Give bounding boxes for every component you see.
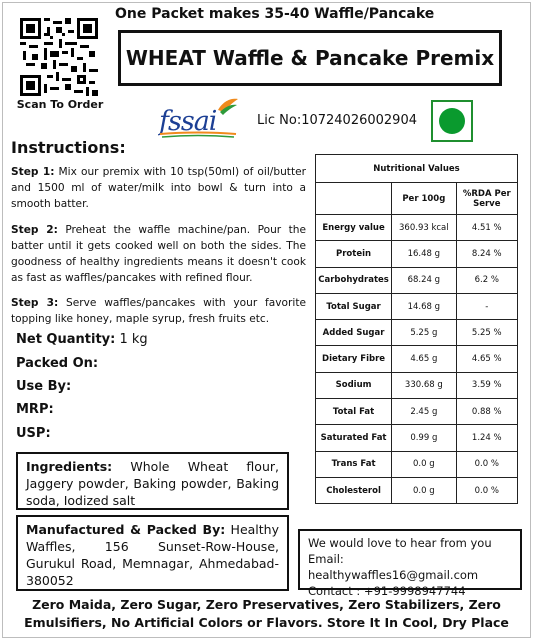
nutrient-name: Cholesterol <box>316 477 392 503</box>
nutrient-name: Protein <box>316 241 392 267</box>
svg-text:fssai: fssai <box>159 106 217 137</box>
packed-on-label: Packed On: <box>16 356 99 371</box>
nutrient-name: Total Sugar <box>316 293 392 319</box>
packet-yield-text: One Packet makes 35-40 Waffle/Pancake <box>115 6 435 22</box>
nutrition-row <box>316 399 518 425</box>
product-title: WHEAT Waffle & Pancake Premix <box>125 46 495 70</box>
nutrient-per100: 330.68 g <box>392 372 456 398</box>
nutrition-row <box>316 320 518 346</box>
net-quantity: Net Quantity: 1 kg <box>16 332 148 347</box>
nutrient-per100: 0.0 g <box>392 477 456 503</box>
nutrient-per100: 14.68 g <box>392 293 456 319</box>
instruction-step-3: Step 3: Serve waffles/pancakes with your favorite topping like honey, maple syrup, fresh fruits etc. <box>11 297 306 325</box>
ingredients-box: Ingredients: Whole Wheat flour, Jaggery powder, Baking powder, Baking soda, Iodized salt <box>16 452 289 510</box>
qr-code-icon[interactable] <box>20 18 98 96</box>
instruction-step-2: Step 2: Preheat the waffle machine/pan. Pour the batter until it gets cooked well on both the sides. The goodness of healthy ingredients means it doesn't cook as fast as waffles/pancakes with refined flour. <box>11 224 306 284</box>
nutrient-rda: 1.24 % <box>456 425 517 451</box>
nutrient-rda: 8.24 % <box>456 241 517 267</box>
nutrient-rda: - <box>456 293 517 319</box>
scan-to-order-label: Scan To Order <box>16 98 104 111</box>
nutrition-row <box>316 425 518 451</box>
contact-email: Email: healthywaffles16@gmail.com <box>308 552 479 582</box>
nutrient-rda: 0.0 % <box>456 477 517 503</box>
col-rda-header: %RDA Per Serve <box>456 183 517 215</box>
usp-label: USP: <box>16 426 51 441</box>
nutrient-rda: 0.88 % <box>456 399 517 425</box>
nutrition-row <box>316 346 518 372</box>
nutrition-row <box>316 241 518 267</box>
manufacturer-box: Manufactured & Packed By: Healthy Waffles, 156 Sunset-Row-House, Gurukul Road, Memnagar, Ahmedabad-380052 <box>16 515 289 591</box>
nutrition-row <box>316 372 518 398</box>
nutrition-row <box>316 477 518 503</box>
nutrient-rda: 3.59 % <box>456 372 517 398</box>
nutrient-rda: 5.25 % <box>456 320 517 346</box>
contact-intro: We would love to hear from you <box>308 536 492 550</box>
nutrient-rda: 0.0 % <box>456 451 517 477</box>
license-number: Lic No:10724026002904 <box>257 113 417 128</box>
nutrient-name: Sodium <box>316 372 392 398</box>
nutrition-row <box>316 215 518 241</box>
nutrient-per100: 4.65 g <box>392 346 456 372</box>
nutrition-row <box>316 451 518 477</box>
nutrient-rda: 4.65 % <box>456 346 517 372</box>
nutrient-per100: 16.48 g <box>392 241 456 267</box>
instruction-step-1: Step 1: Mix our premix with 10 tsp(50ml) of oil/butter and 1500 ml of water/milk into bowl & turn into a smooth batter. <box>11 166 306 210</box>
nutrient-name: Added Sugar <box>316 320 392 346</box>
nutrition-table <box>315 154 518 504</box>
nutrient-rda: 4.51 % <box>456 215 517 241</box>
nutrient-per100: 0.99 g <box>392 425 456 451</box>
nutrient-per100: 5.25 g <box>392 320 456 346</box>
mrp-label: MRP: <box>16 402 54 417</box>
nutrient-name: Total Fat <box>316 399 392 425</box>
instructions-heading: Instructions: <box>11 138 126 157</box>
col-per100-header: Per 100g <box>392 183 456 215</box>
nutrient-rda: 6.2 % <box>456 267 517 293</box>
nutrient-name: Dietary Fibre <box>316 346 392 372</box>
nutrient-per100: 360.93 kcal <box>392 215 456 241</box>
nutrient-name: Trans Fat <box>316 451 392 477</box>
nutrient-name: Carbohydrates <box>316 267 392 293</box>
nutrition-title: Nutritional Values <box>316 155 518 183</box>
product-title-box <box>118 30 502 86</box>
contact-phone: Contact : +91-9998947744 <box>308 584 466 598</box>
nutrient-name: Energy value <box>316 215 392 241</box>
nutrient-name: Saturated Fat <box>316 425 392 451</box>
nutrition-row <box>316 293 518 319</box>
veg-symbol-icon <box>431 100 473 142</box>
contact-box <box>298 529 522 598</box>
fssai-logo-icon <box>158 96 240 140</box>
nutrition-row <box>316 267 518 293</box>
use-by-label: Use By: <box>16 379 72 394</box>
nutrient-per100: 0.0 g <box>392 451 456 477</box>
nutrient-per100: 2.45 g <box>392 399 456 425</box>
footer-claims: Zero Maida, Zero Sugar, Zero Preservatives, Zero Stabilizers, Zero Emulsifiers, No Artificial Colors or Flavors. Store It In Cool, Dry Place <box>24 597 509 630</box>
nutrient-per100: 68.24 g <box>392 267 456 293</box>
